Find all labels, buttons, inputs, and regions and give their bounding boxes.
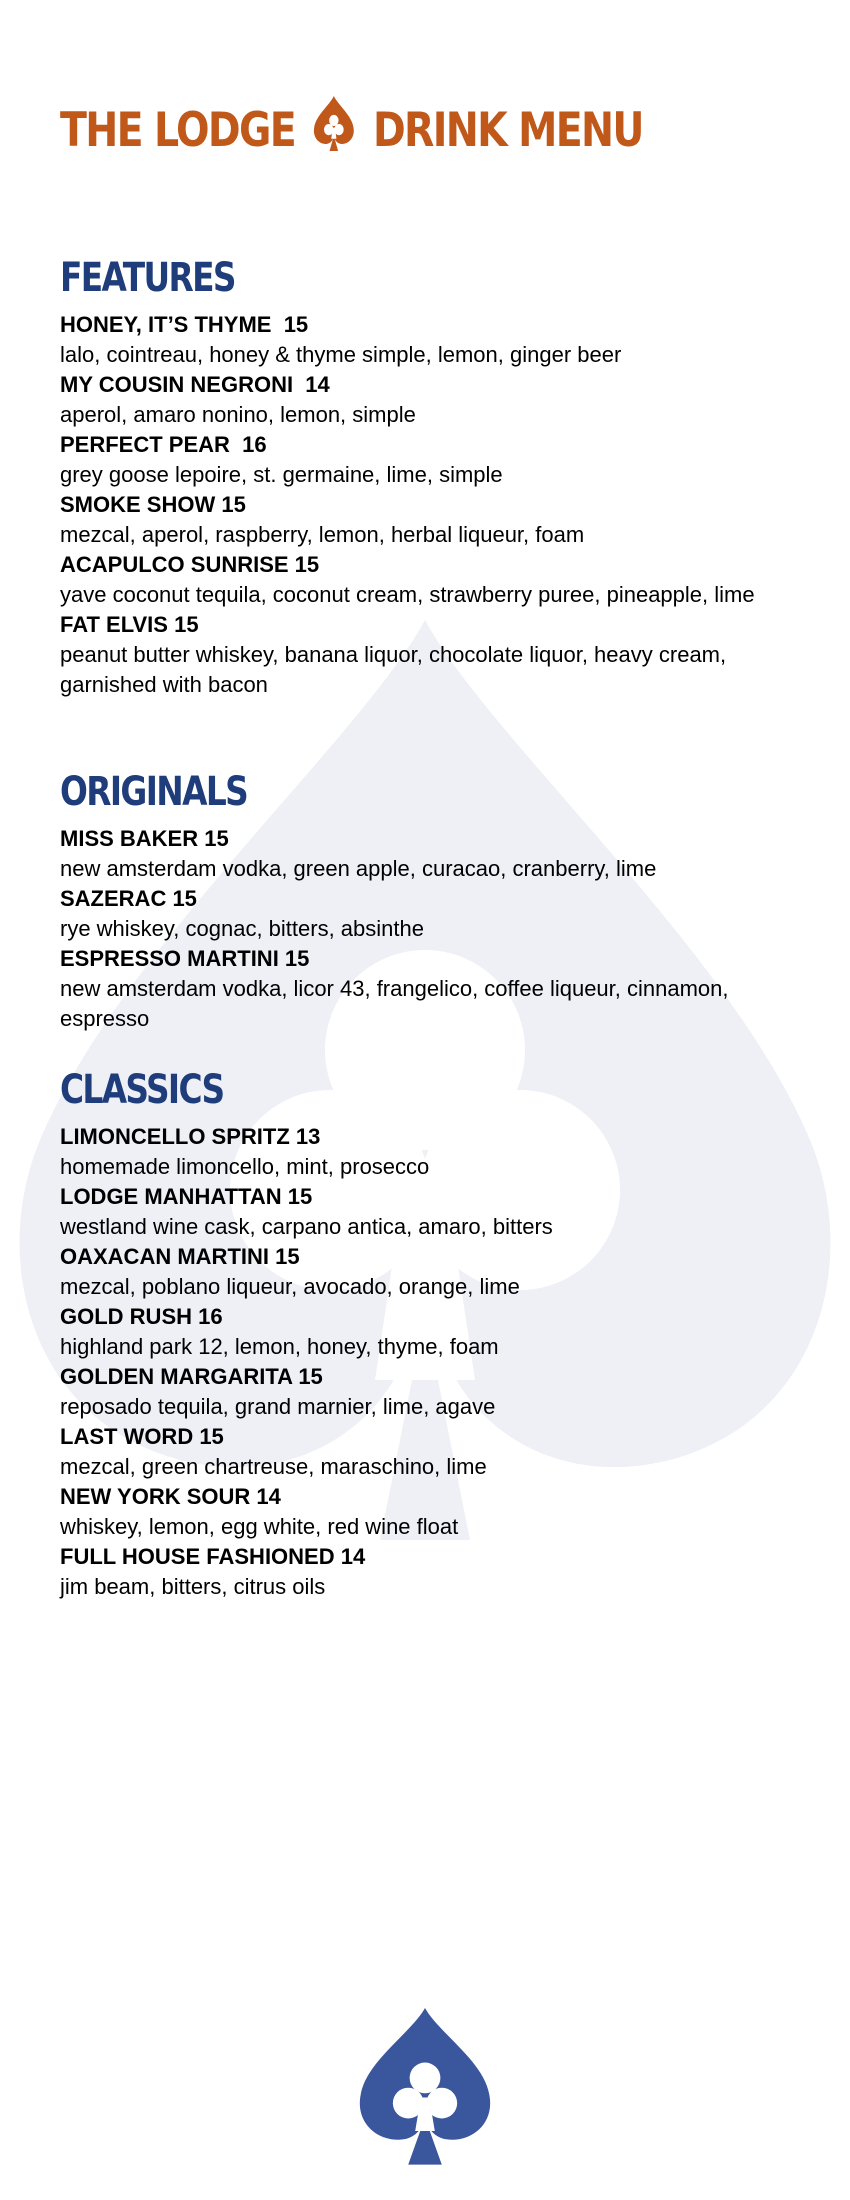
drink-ingredients: homemade limoncello, mint, prosecco [60,1154,430,1179]
section-heading: ORIGINALS [60,769,248,815]
menu-item [60,490,800,550]
drink-name: MY COUSIN NEGRONI 14 [60,372,330,397]
drink-ingredients: yave coconut tequila, coconut cream, strawberry puree, pineapple, lime [60,582,755,607]
menu-item [60,430,800,490]
drink-name: GOLDEN MARGARITA 15 [60,1364,323,1389]
menu-item [60,1542,800,1602]
section-features [60,252,800,700]
menu-item [60,610,800,700]
menu-item [60,1122,800,1182]
drink-ingredients: new amsterdam vodka, licor 43, frangelico, coffee liqueur, cinnamon, espresso [60,976,729,1031]
section-originals [60,766,800,1034]
drink-ingredients: mezcal, poblano liqueur, avocado, orange, lime [60,1274,520,1299]
drink-name: OAXACAN MARTINI 15 [60,1244,300,1269]
drink-ingredients: reposado tequila, grand marnier, lime, agave [60,1394,496,1419]
drink-ingredients: jim beam, bitters, citrus oils [60,1574,326,1599]
menu-item [60,1362,800,1422]
menu-item [60,884,800,944]
menu-item [60,370,800,430]
drink-name: MISS BAKER 15 [60,826,229,851]
section-heading: CLASSICS [60,1067,224,1113]
drink-name: GOLD RUSH 16 [60,1304,223,1329]
drink-ingredients: aperol, amaro nonino, lemon, simple [60,402,416,427]
menu-item [60,550,800,610]
drink-name: FULL HOUSE FASHIONED 14 [60,1544,366,1569]
drink-name: LODGE MANHATTAN 15 [60,1184,313,1209]
drink-ingredients: peanut butter whiskey, banana liquor, chocolate liquor, heavy cream, garnished with bacon [60,642,727,697]
menu-title [60,96,643,158]
drink-ingredients: rye whiskey, cognac, bitters, absinthe [60,916,424,941]
menu-item [60,944,800,1034]
menu-item [60,1482,800,1542]
drink-name: ACAPULCO SUNRISE 15 [60,552,320,577]
menu-item [60,1182,800,1242]
menu-item [60,824,800,884]
drink-ingredients: lalo, cointreau, honey & thyme simple, lemon, ginger beer [60,342,622,367]
drink-ingredients: whiskey, lemon, egg white, red wine float [60,1514,459,1539]
section-classics [60,1064,800,1602]
drink-name: SAZERAC 15 [60,886,197,911]
menu-item [60,310,800,370]
title-right: DRINK MENU [372,103,643,158]
drink-ingredients: westland wine cask, carpano antica, amaro, bitters [60,1214,553,1239]
drink-ingredients: new amsterdam vodka, green apple, curacao, cranberry, lime [60,856,657,881]
menu-item [60,1302,800,1362]
drink-ingredients: grey goose lepoire, st. germaine, lime, simple [60,462,503,487]
spade-club-icon [355,2008,495,2166]
drink-name: FAT ELVIS 15 [60,612,199,637]
drink-ingredients: mezcal, green chartreuse, maraschino, lime [60,1454,487,1479]
drink-name: LAST WORD 15 [60,1424,224,1449]
drink-name: NEW YORK SOUR 14 [60,1484,281,1509]
drink-name: ESPRESSO MARTINI 15 [60,946,310,971]
drink-name: PERFECT PEAR 16 [60,432,267,457]
title-left: THE LODGE [60,103,296,158]
drink-name: LIMONCELLO SPRITZ 13 [60,1124,321,1149]
section-heading: FEATURES [60,255,235,301]
drink-ingredients: mezcal, aperol, raspberry, lemon, herbal liqueur, foam [60,522,585,547]
menu-item [60,1422,800,1482]
menu-item [60,1242,800,1302]
drink-ingredients: highland park 12, lemon, honey, thyme, foam [60,1334,499,1359]
drink-name: SMOKE SHOW 15 [60,492,246,517]
spade-club-icon [312,96,356,152]
drink-name: HONEY, IT’S THYME 15 [60,312,309,337]
